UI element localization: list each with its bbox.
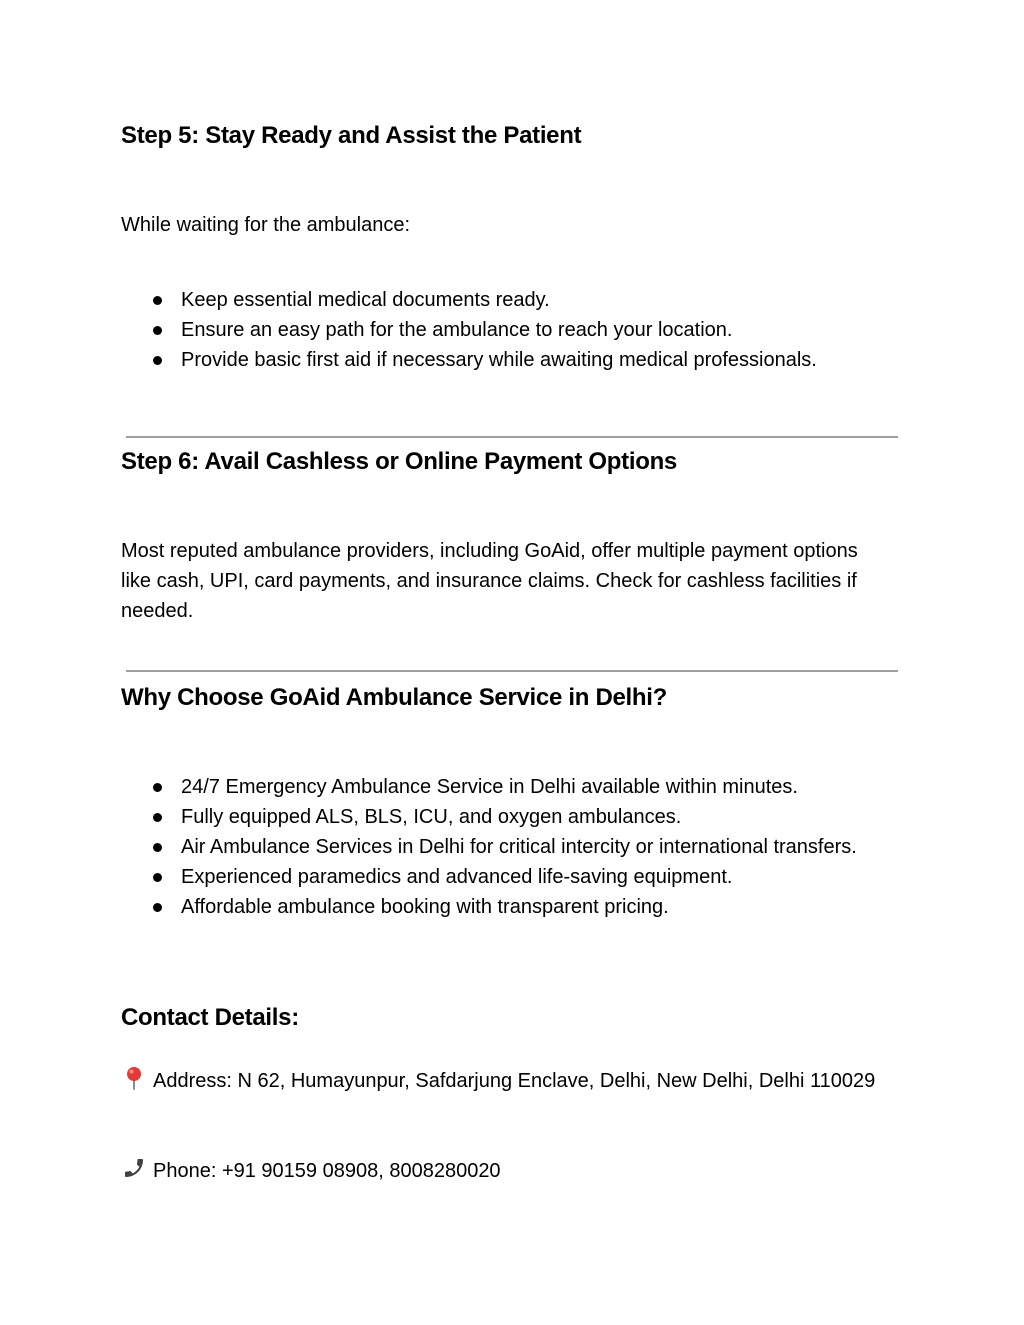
list-item: 24/7 Emergency Ambulance Service in Delhi available within minutes. [121,772,891,802]
list-item: Air Ambulance Services in Delhi for critical intercity or international transfers. [121,832,891,862]
why-choose-bullet-list [121,772,891,922]
bullet-icon [153,813,162,822]
contact-address: Address: N 62, Humayunpur, Safdarjung Enclave, Delhi, New Delhi, Delhi 110029 [121,1066,906,1099]
telephone-icon [121,1156,147,1189]
list-item: Fully equipped ALS, BLS, ICU, and oxygen ambulances. [121,802,891,832]
step5-heading: Step 5: Stay Ready and Assist the Patient [121,122,582,149]
bullet-icon [153,296,162,305]
bullet-icon [153,356,162,365]
bullet-icon [153,843,162,852]
bullet-icon [153,326,162,335]
list-item: Affordable ambulance booking with transparent pricing. [121,892,891,922]
section-divider [126,436,898,438]
list-item: Ensure an easy path for the ambulance to reach your location. [121,315,911,345]
map-pin-icon [121,1066,147,1099]
bullet-icon [153,783,162,792]
bullet-icon [153,903,162,912]
section-divider [126,670,898,672]
why-choose-heading: Why Choose GoAid Ambulance Service in Delhi? [121,684,668,711]
contact-heading: Contact Details: [121,1004,299,1031]
step6-body: Most reputed ambulance providers, including GoAid, offer multiple payment options like cash, UPI, card payments, and insurance claims. Check for cashless facilities if needed. [121,540,858,622]
list-item: Experienced paramedics and advanced life-saving equipment. [121,862,891,892]
list-item: Provide basic first aid if necessary while awaiting medical professionals. [121,345,911,375]
contact-phone: Phone: +91 90159 08908, 8008280020 [121,1156,901,1189]
bullet-icon [153,873,162,882]
list-item: Keep essential medical documents ready. [121,285,911,315]
step5-intro: While waiting for the ambulance: [121,214,411,236]
step6-heading: Step 6: Avail Cashless or Online Payment Options [121,448,677,475]
step5-bullet-list [121,285,911,375]
